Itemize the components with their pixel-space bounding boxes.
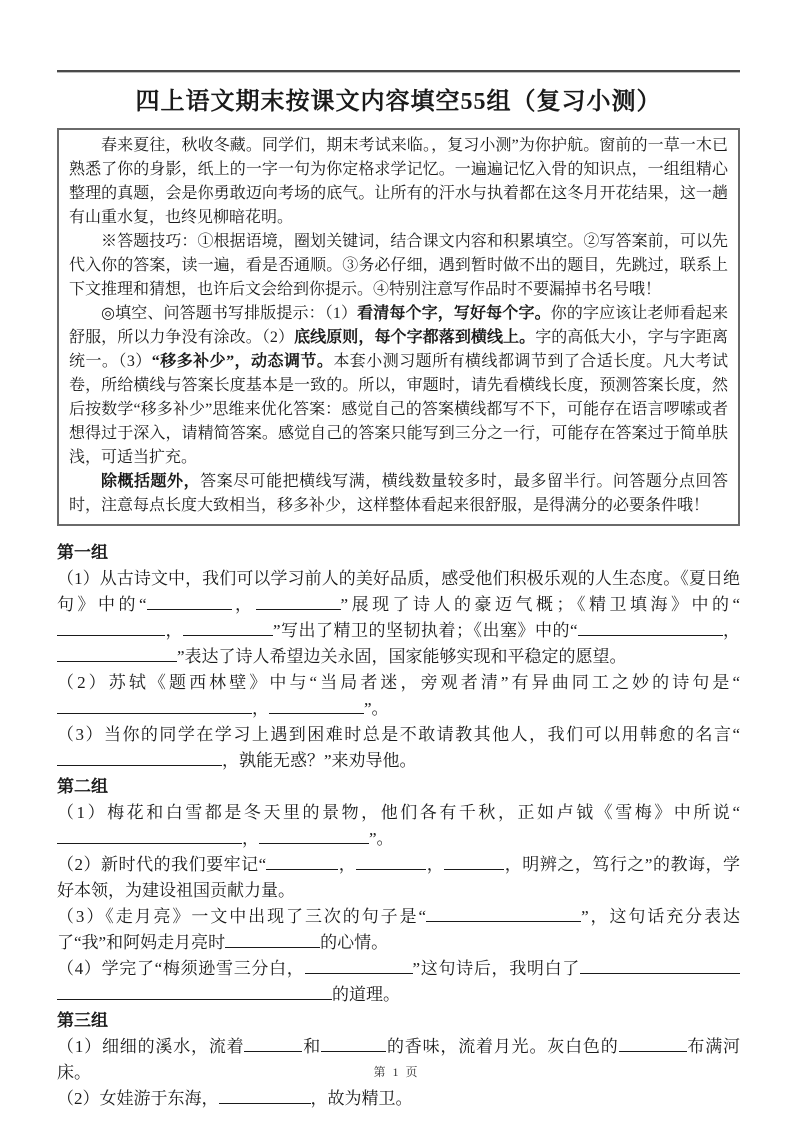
answer-blank	[256, 594, 341, 610]
answer-blank	[444, 854, 504, 870]
text-run: ，故为精卫。	[310, 1089, 413, 1108]
answer-blank	[147, 594, 232, 610]
question-item	[57, 1086, 740, 1112]
question-item	[57, 852, 740, 904]
answer-blank	[305, 958, 413, 974]
answer-blank	[426, 906, 581, 922]
answer-blank	[321, 1036, 386, 1052]
text-run: 字的高低大小，字与字距离统一。（3）	[69, 329, 728, 370]
header-rule	[57, 70, 740, 73]
answer-blank	[57, 646, 177, 662]
question-item	[57, 670, 740, 722]
question-sections	[57, 540, 740, 1112]
section-heading-2: 第二组	[57, 777, 108, 796]
page-title: 四上语文期末按课文内容填空55组（复习小测）	[135, 89, 662, 115]
answer-blank	[219, 1088, 311, 1104]
answer-blank	[244, 1036, 302, 1052]
answer-blank	[259, 828, 369, 844]
text-run: ”表达了诗人希望边关永固，国家能够实现和平稳定的愿望。	[177, 647, 627, 666]
text-run: ”，这句话充分表达了“我”和阿妈走月亮时	[57, 907, 741, 952]
answer-blank	[578, 620, 723, 636]
text-run: ，	[231, 595, 256, 614]
text-run: （1）从古诗文中，我们可以学习前人的美好品质，感受他们积极乐观的人生态度。《夏日绝句》中的“	[57, 569, 740, 614]
text-run: （2）女娃游于东海，	[57, 1089, 219, 1108]
answer-blank	[580, 958, 740, 974]
question-item	[57, 956, 740, 1008]
text-run: ”写出了精卫的坚韧执着；《出塞》中的“	[273, 621, 578, 640]
text-run: （2）新时代的我们要牢记“	[57, 855, 267, 874]
section-heading-1: 第一组	[57, 543, 108, 562]
text-run: 的心情。	[320, 933, 389, 952]
answer-blank	[356, 854, 426, 870]
text-run: 看清每个字，写好每个字。	[357, 305, 551, 322]
question-item	[57, 904, 740, 956]
section-heading-3: 第三组	[57, 1011, 108, 1030]
text-run: ，明辨之，笃行之”的教诲，学好本领，为建设祖国贡献力量。	[57, 855, 741, 900]
answer-blank	[57, 828, 242, 844]
text-run: （4）学完了“梅须逊雪三分白，	[57, 959, 305, 978]
text-run: 答案尽可能把横线写满，横线数量较多时，最多留半行。问答题分点回答时，注意每点长度大致相当，移多补少，这样整体看起来很舒服，是得满分的必要条件哦！	[69, 473, 728, 514]
answer-blank	[57, 750, 222, 766]
text-run: ”展现了诗人的豪迈气概；《精卫填海》中的“	[340, 595, 741, 614]
text-run: ，孰能无惑？”来劝导他。	[222, 751, 417, 770]
text-run: ，	[426, 855, 445, 874]
text-run: 本套小测习题所有横线都调节到了合适长度。凡大考试卷，所给横线与答案长度基本是一致的。所以，审题时，请先看横线长度，预测答案长度，然后按数学“移多补少”思维来优化答案：感觉自己的答案横线都写不下，可能存在语言啰嗦或者想得过于深入，请精简答案。感觉自己的答案只能写到三分之一行，可能存在答案过于简单肤浅，可适当扩充。	[69, 353, 728, 466]
intro-paragraph	[69, 302, 728, 470]
text-run: ※答题技巧：①根据语境，圈划关键词，结合课文内容和积累填空。②写答案前，可以先代入你的答案，读一遍，看是否通顺。③务必仔细，遇到暂时做不出的题目，先跳过，联系上下文推理和猜想，也许后文会给到你提示。④特别注意写作品时不要漏掉书名号哦！	[69, 233, 728, 298]
text-run: ”。	[369, 829, 394, 848]
text-run: 春来夏往，秋收冬藏。同学们，期末考试来临。，复习小测”为你护航。窗前的一草一木已熟悉了你的身影，纸上的一字一句为你定格求学记忆。一遍遍记忆入骨的知识点，一组组精心整理的真题，会是你勇敢迈向考场的底气。让所有的汗水与执着都在这冬月开花结果，这一趟有山重水复，也终见柳暗花明。	[69, 137, 728, 226]
answer-blank	[266, 854, 338, 870]
answer-blank	[57, 698, 252, 714]
question-item	[57, 800, 740, 852]
text-run: （1）梅花和白雪都是冬天里的景物，他们各有千秋，正如卢钺《雪梅》中所说“	[57, 803, 740, 822]
answer-blank	[57, 984, 332, 1000]
text-run: （3）《走月亮》一文中出现了三次的句子是“	[57, 907, 427, 926]
text-run: ”。	[364, 699, 389, 718]
text-run: ◎填空、问答题书写排版提示：（1）	[101, 305, 358, 322]
intro-paragraph	[69, 134, 728, 230]
text-run: 的香味，流着月光。灰白色的	[386, 1037, 619, 1056]
page-footer	[0, 1063, 793, 1080]
answer-blank	[225, 932, 320, 948]
text-run: （1）细细的溪水，流着	[57, 1037, 245, 1056]
text-run: （3）当你的同学在学习上遇到困难时总是不敢请教其他人，我们可以用韩愈的名言“	[57, 725, 740, 744]
text-run: ，	[338, 855, 357, 874]
text-run: 布满河床。	[57, 1037, 741, 1082]
text-run: 底线原则，每个字都落到横线上。	[294, 329, 536, 346]
question-item	[57, 566, 740, 670]
text-run: （2）苏轼《题西林壁》中与“当局者迷，旁观者清”有异曲同工之妙的诗句是“	[57, 673, 740, 692]
text-run: ，	[165, 621, 183, 640]
text-run: 你的字应该让老师看起来舒服，所以力争没有涂改。（2）	[69, 305, 728, 346]
page-number: 第 1 页	[373, 1065, 420, 1079]
text-run: ”这句诗后，我明白了	[412, 959, 581, 978]
question-item	[57, 722, 740, 774]
text-run: 除概括题外，	[101, 473, 201, 490]
text-run: ，	[722, 621, 741, 640]
text-run: 的道理。	[332, 985, 400, 1004]
answer-blank	[269, 698, 364, 714]
intro-paragraph	[69, 470, 728, 518]
text-run: ，	[252, 699, 269, 718]
text-run: “移多补少”，动态调节。	[151, 353, 334, 370]
text-run: ，	[242, 829, 259, 848]
answer-blank	[57, 620, 165, 636]
answer-blank	[619, 1036, 687, 1052]
answer-blank	[183, 620, 273, 636]
intro-box	[57, 128, 740, 526]
intro-paragraph	[69, 230, 728, 302]
text-run: 和	[302, 1037, 322, 1056]
